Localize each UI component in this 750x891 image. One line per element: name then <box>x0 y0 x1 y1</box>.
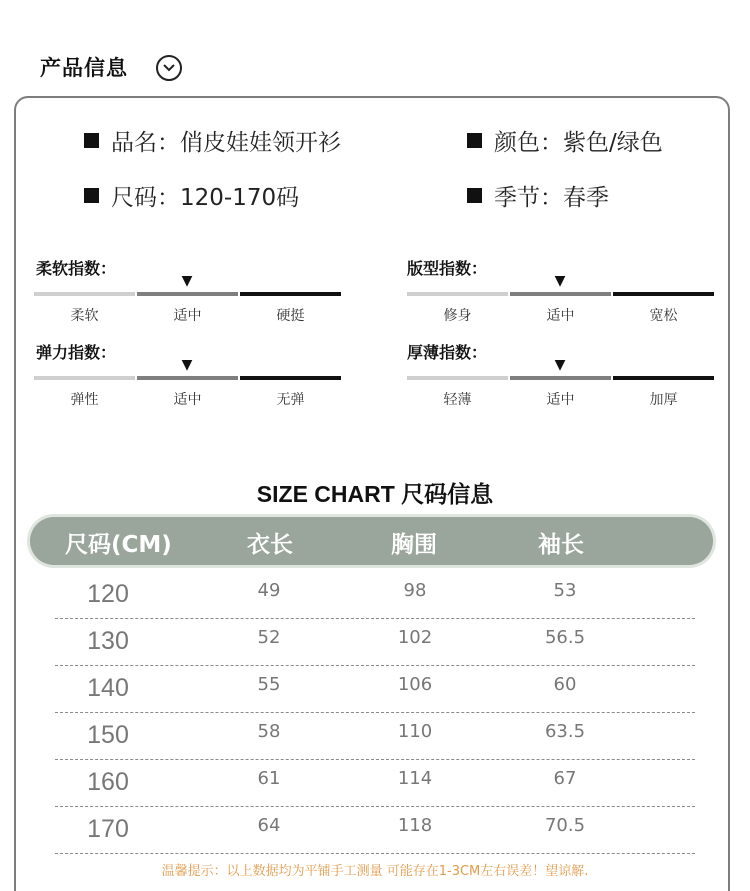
product-season-label: 季节： <box>494 185 563 211</box>
cell-chest: 98 <box>403 580 427 601</box>
cell-chest: 106 <box>397 674 433 695</box>
table-row <box>55 572 695 619</box>
cell-length: 52 <box>257 627 281 648</box>
fit-bar-segment <box>407 292 508 296</box>
cell-sleeve: 56.5 <box>544 627 586 648</box>
header-length: 衣长 <box>247 532 293 558</box>
fit-index-label: 版型指数： <box>407 259 488 278</box>
chevron-down-icon[interactable] <box>156 55 182 81</box>
cell-length: 55 <box>257 674 281 695</box>
softness-bar-segment <box>137 292 238 296</box>
cell-length: 64 <box>257 815 281 836</box>
product-color-value: 紫色/绿色 <box>563 130 663 156</box>
header-chest: 胸围 <box>391 532 437 558</box>
cell-size: 160 <box>87 768 129 796</box>
product-color-label: 颜色： <box>494 130 563 156</box>
header-size: 尺码(CM) <box>65 532 172 558</box>
row-divider <box>55 853 695 854</box>
thickness-index-label: 厚薄指数： <box>407 343 488 362</box>
cell-length: 61 <box>257 768 281 789</box>
cell-sleeve: 70.5 <box>544 815 586 836</box>
cell-size: 150 <box>87 721 129 749</box>
product-size <box>84 179 299 212</box>
bullet-square-icon <box>84 133 99 148</box>
cell-chest: 110 <box>397 721 433 742</box>
fit-option: 修身 <box>443 308 472 324</box>
elasticity-bar-segment <box>137 376 238 380</box>
product-name <box>84 124 341 157</box>
cell-length: 49 <box>257 580 281 601</box>
product-season-value: 春季 <box>563 185 609 211</box>
cell-sleeve: 67 <box>553 768 577 789</box>
cell-chest: 118 <box>397 815 433 836</box>
softness-option: 柔软 <box>70 308 99 324</box>
bullet-square-icon <box>84 188 99 203</box>
elasticity-option: 适中 <box>173 392 202 408</box>
softness-bar-segment <box>34 292 135 296</box>
thickness-option: 轻薄 <box>443 392 472 408</box>
softness-index-label: 柔软指数： <box>36 259 117 278</box>
table-row <box>55 713 695 760</box>
cell-size: 120 <box>87 580 129 608</box>
elasticity-marker-icon: ▼ <box>181 357 193 373</box>
thickness-bar-segment <box>510 376 611 380</box>
softness-bar-segment <box>240 292 341 296</box>
fit-bar-segment <box>510 292 611 296</box>
cell-sleeve: 63.5 <box>544 721 586 742</box>
elasticity-bar-segment <box>240 376 341 380</box>
table-row <box>55 760 695 807</box>
softness-option: 适中 <box>173 308 202 324</box>
table-row <box>55 666 695 713</box>
thickness-option: 适中 <box>546 392 575 408</box>
bullet-square-icon <box>467 133 482 148</box>
softness-option: 硬挺 <box>276 308 305 324</box>
product-season <box>467 179 609 212</box>
fit-marker-icon: ▼ <box>554 273 566 289</box>
product-name-value: 俏皮娃娃领开衫 <box>180 130 341 156</box>
size-table-header <box>30 517 713 565</box>
product-name-label: 品名： <box>111 130 180 156</box>
cell-chest: 102 <box>397 627 433 648</box>
cell-sleeve: 53 <box>553 580 577 601</box>
cell-chest: 114 <box>397 768 433 789</box>
elasticity-option: 无弹 <box>276 392 305 408</box>
cell-size: 130 <box>87 627 129 655</box>
cell-length: 58 <box>257 721 281 742</box>
table-row <box>55 619 695 666</box>
elasticity-option: 弹性 <box>70 392 99 408</box>
fit-option: 宽松 <box>649 308 678 324</box>
softness-marker-icon: ▼ <box>181 273 193 289</box>
elasticity-bar-segment <box>34 376 135 380</box>
size-chart-title: SIZE CHART 尺码信息 <box>256 481 494 507</box>
fit-bar-segment <box>613 292 714 296</box>
table-row <box>55 807 695 854</box>
thickness-bar-segment <box>407 376 508 380</box>
bullet-square-icon <box>467 188 482 203</box>
cell-size: 170 <box>87 815 129 843</box>
cell-sleeve: 60 <box>553 674 577 695</box>
section-title: 产品信息 <box>40 56 128 80</box>
product-size-value: 120-170码 <box>180 185 300 211</box>
product-size-label: 尺码： <box>111 185 180 211</box>
cell-size: 140 <box>87 674 129 702</box>
elasticity-index-label: 弹力指数： <box>36 343 117 362</box>
product-color <box>467 124 663 157</box>
fit-option: 适中 <box>546 308 575 324</box>
thickness-option: 加厚 <box>649 392 678 408</box>
header-sleeve: 袖长 <box>538 532 584 558</box>
thickness-marker-icon: ▼ <box>554 357 566 373</box>
thickness-bar-segment <box>613 376 714 380</box>
measurement-note: 温馨提示：以上数据均为平铺手工测量 可能存在1-3CM左右误差！望谅解. <box>161 864 589 879</box>
